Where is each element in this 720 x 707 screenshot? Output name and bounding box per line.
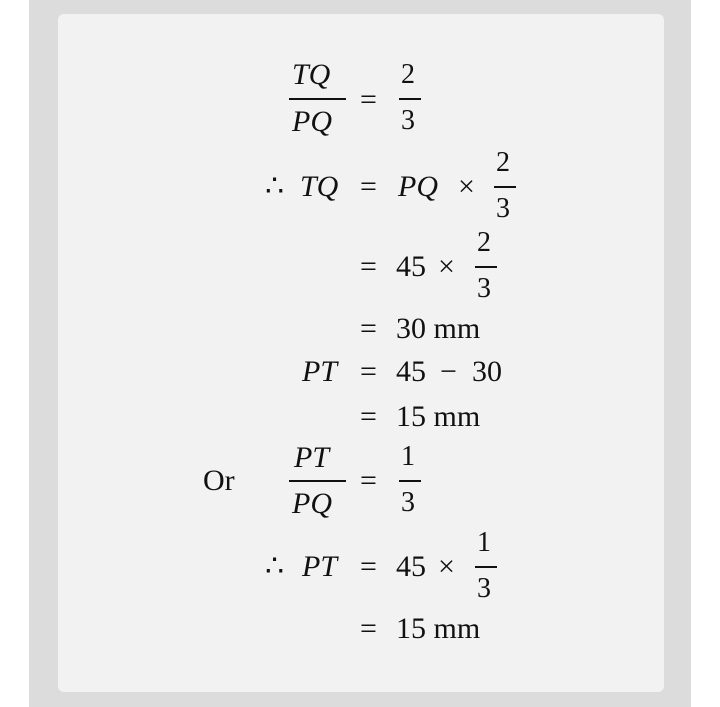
equals-sign: =	[360, 550, 377, 583]
lhs-term: PT	[302, 550, 338, 583]
equals-sign: =	[360, 400, 377, 433]
result-value: 15 mm	[396, 612, 481, 645]
times-sign: ×	[438, 550, 455, 583]
equals-sign: =	[360, 612, 377, 645]
rhs-term: 45	[396, 355, 426, 388]
fraction-bar	[494, 186, 516, 188]
fraction-denominator: 3	[496, 193, 510, 224]
fraction-bar	[399, 98, 421, 100]
equals-sign: =	[360, 250, 377, 283]
equals-sign: =	[360, 355, 377, 388]
result-value: 30 mm	[396, 312, 481, 345]
equals-sign: =	[360, 312, 377, 345]
therefore-symbol: ∴	[265, 550, 285, 583]
result-value: 15 mm	[396, 400, 481, 433]
fraction-denominator: PQ	[292, 105, 332, 138]
fraction-bar	[289, 98, 346, 100]
fraction-numerator: TQ	[292, 58, 331, 91]
rhs-term: 45	[396, 550, 426, 583]
equals-sign: =	[360, 170, 377, 203]
fraction-numerator: 2	[477, 227, 491, 258]
fraction-bar	[475, 266, 497, 268]
equals-sign: =	[360, 464, 377, 497]
fraction-denominator: 3	[477, 273, 491, 304]
minus-sign: −	[440, 355, 457, 388]
times-sign: ×	[458, 170, 475, 203]
fraction-numerator: PT	[294, 441, 330, 474]
equals-sign: =	[360, 83, 377, 116]
fraction-denominator: 3	[401, 487, 415, 518]
fraction-denominator: PQ	[292, 487, 332, 520]
fraction-numerator: 2	[401, 59, 415, 90]
rhs-term: PQ	[398, 170, 438, 203]
fraction-numerator: 2	[496, 147, 510, 178]
fraction-numerator: 1	[401, 441, 415, 472]
therefore-symbol: ∴	[265, 170, 285, 203]
rhs-term: 30	[472, 355, 502, 388]
fraction-denominator: 3	[401, 105, 415, 136]
fraction-bar	[289, 480, 346, 482]
or-label: Or	[203, 464, 235, 497]
lhs-term: TQ	[300, 170, 339, 203]
times-sign: ×	[438, 250, 455, 283]
rhs-term: 45	[396, 250, 426, 283]
lhs-term: PT	[302, 355, 338, 388]
fraction-bar	[475, 566, 497, 568]
fraction-bar	[399, 480, 421, 482]
fraction-numerator: 1	[477, 527, 491, 558]
fraction-denominator: 3	[477, 573, 491, 604]
